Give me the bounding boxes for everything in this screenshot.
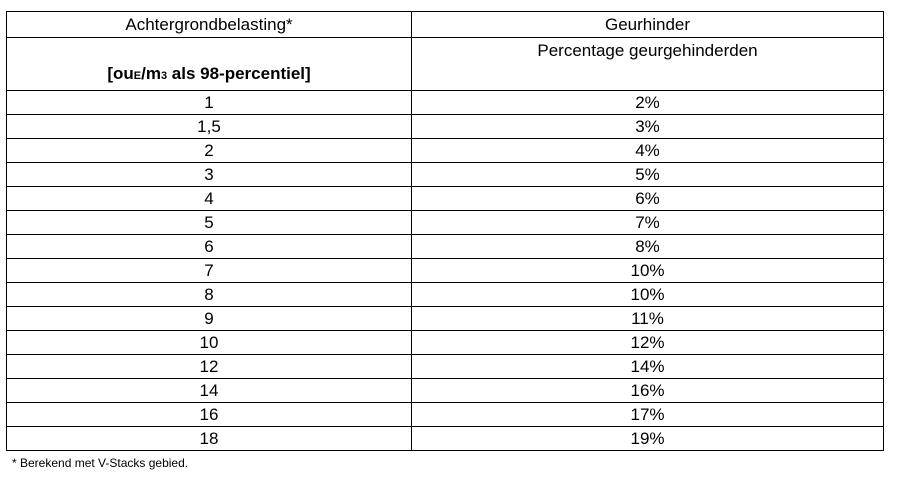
- cell-achtergrondbelasting: 1: [7, 91, 412, 115]
- cell-percentage: 10%: [412, 259, 884, 283]
- unit-subscript-e: E: [133, 70, 142, 82]
- cell-percentage: 5%: [412, 163, 884, 187]
- cell-achtergrondbelasting: 8: [7, 283, 412, 307]
- table-row: [7, 379, 884, 403]
- cell-percentage: 16%: [412, 379, 884, 403]
- table-row: [7, 283, 884, 307]
- cell-percentage: 11%: [412, 307, 884, 331]
- table-row: [7, 115, 884, 139]
- geurhinder-table: [6, 11, 884, 451]
- table-row: [7, 307, 884, 331]
- table-row: [7, 403, 884, 427]
- cell-percentage: 17%: [412, 403, 884, 427]
- cell-achtergrondbelasting: 14: [7, 379, 412, 403]
- cell-percentage: 4%: [412, 139, 884, 163]
- header-row: [7, 12, 884, 38]
- cell-percentage: 6%: [412, 187, 884, 211]
- unit-label: [7, 38, 412, 91]
- cell-percentage: 3%: [412, 115, 884, 139]
- cell-achtergrondbelasting: 10: [7, 331, 412, 355]
- percentage-label: Percentage geurgehinderden: [412, 38, 884, 91]
- cell-achtergrondbelasting: 6: [7, 235, 412, 259]
- table-body: [7, 12, 884, 451]
- table-row: [7, 259, 884, 283]
- table-row: [7, 91, 884, 115]
- cell-achtergrondbelasting: 16: [7, 403, 412, 427]
- cell-percentage: 7%: [412, 211, 884, 235]
- cell-percentage: 19%: [412, 427, 884, 451]
- cell-achtergrondbelasting: 7: [7, 259, 412, 283]
- table-row: [7, 331, 884, 355]
- table-row: [7, 163, 884, 187]
- unit-mid: /m: [141, 64, 161, 83]
- cell-achtergrondbelasting: 3: [7, 163, 412, 187]
- cell-achtergrondbelasting: 4: [7, 187, 412, 211]
- cell-percentage: 12%: [412, 331, 884, 355]
- header-geurhinder: Geurhinder: [412, 12, 884, 38]
- cell-percentage: 8%: [412, 235, 884, 259]
- table-row: [7, 427, 884, 451]
- subheader-row: [7, 38, 884, 91]
- cell-achtergrondbelasting: 18: [7, 427, 412, 451]
- footnote: * Berekend met V-Stacks gebied.: [12, 456, 189, 470]
- header-achtergrondbelasting: Achtergrondbelasting*: [7, 12, 412, 38]
- cell-achtergrondbelasting: 1,5: [7, 115, 412, 139]
- cell-achtergrondbelasting: 12: [7, 355, 412, 379]
- cell-percentage: 14%: [412, 355, 884, 379]
- unit-suffix: als 98-percentiel]: [167, 64, 311, 83]
- table-row: [7, 235, 884, 259]
- table-row: [7, 139, 884, 163]
- table-row: [7, 355, 884, 379]
- table-row: [7, 211, 884, 235]
- table-row: [7, 187, 884, 211]
- cell-achtergrondbelasting: 9: [7, 307, 412, 331]
- cell-achtergrondbelasting: 2: [7, 139, 412, 163]
- cell-percentage: 10%: [412, 283, 884, 307]
- cell-achtergrondbelasting: 5: [7, 211, 412, 235]
- unit-subscript-3: 3: [160, 70, 168, 82]
- unit-prefix: [ou: [107, 64, 134, 83]
- cell-percentage: 2%: [412, 91, 884, 115]
